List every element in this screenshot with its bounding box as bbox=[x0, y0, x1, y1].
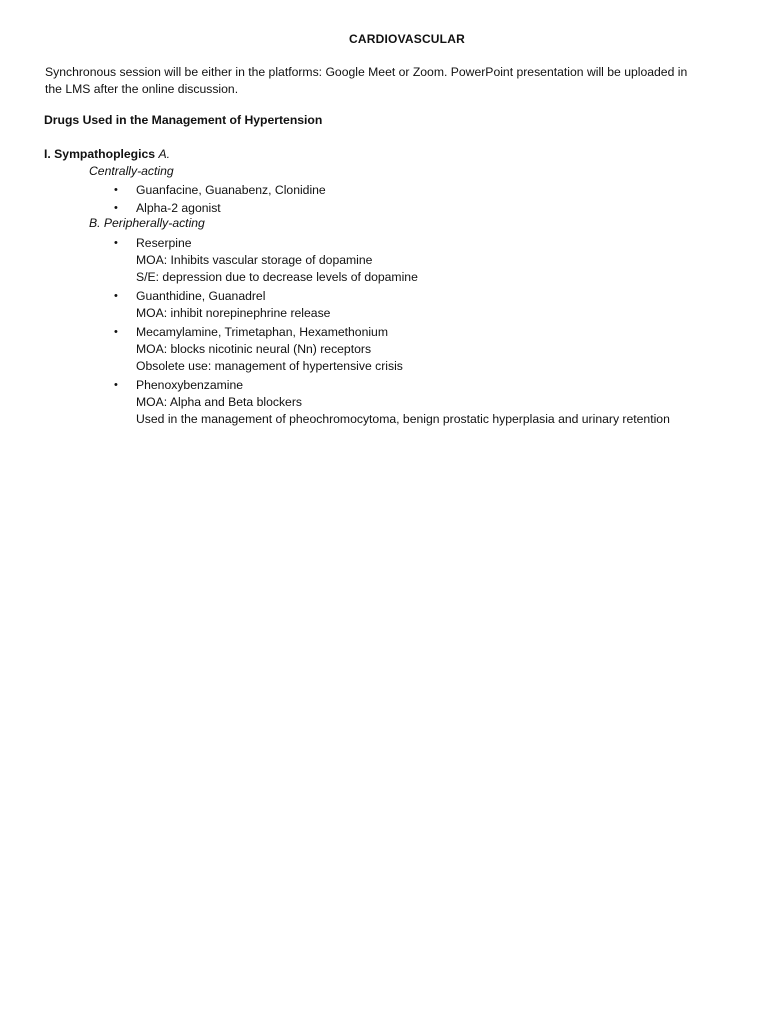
class-heading-letter: A. bbox=[158, 147, 170, 161]
section-heading: Drugs Used in the Management of Hypertension bbox=[44, 113, 323, 127]
subheading-centrally-acting: Centrally-acting bbox=[89, 164, 174, 178]
list-item-detail: MOA: Alpha and Beta blockers bbox=[136, 395, 302, 409]
list-item-text bbox=[136, 235, 734, 286]
bullet-icon: • bbox=[114, 379, 118, 391]
list-item-detail: MOA: blocks nicotinic neural (Nn) receptors bbox=[136, 342, 372, 356]
list-peripherally-acting bbox=[114, 235, 734, 428]
class-heading-title: I. Sympathoplegics bbox=[44, 147, 156, 161]
list-item-detail: S/E: depression due to decrease levels of dopamine bbox=[136, 270, 418, 284]
list-item-text bbox=[136, 182, 734, 199]
subheading-peripherally-acting: B. Peripherally-acting bbox=[89, 216, 205, 230]
intro-paragraph bbox=[45, 64, 725, 98]
list-item-text bbox=[136, 324, 734, 375]
list-item-title: Phenoxybenzamine bbox=[136, 378, 244, 392]
list-item-title: Reserpine bbox=[136, 236, 192, 250]
list-item-detail: MOA: Inhibits vascular storage of dopamine bbox=[136, 253, 373, 267]
list-item bbox=[114, 200, 734, 217]
list-item bbox=[114, 288, 734, 322]
intro-line-2: the LMS after the online discussion. bbox=[45, 82, 239, 96]
list-item bbox=[114, 377, 734, 428]
list-item-title: Mecamylamine, Trimetaphan, Hexamethonium bbox=[136, 325, 388, 339]
list-item-title: Guanthidine, Guanadrel bbox=[136, 289, 266, 303]
list-item bbox=[114, 235, 734, 286]
list-item-detail: Used in the management of pheochromocytoma, benign prostatic hyperplasia and urinary retention bbox=[136, 412, 670, 426]
list-item-detail: MOA: inhibit norepinephrine release bbox=[136, 306, 331, 320]
class-heading bbox=[44, 147, 170, 161]
bullet-icon: • bbox=[114, 290, 118, 302]
list-item-text bbox=[136, 200, 734, 217]
list-item-text bbox=[136, 377, 734, 428]
list-item-detail: Obsolete use: management of hypertensive crisis bbox=[136, 359, 403, 373]
bullet-icon: • bbox=[114, 237, 118, 249]
list-item bbox=[114, 324, 734, 375]
bullet-icon: • bbox=[114, 184, 118, 196]
list-item-title: Guanfacine, Guanabenz, Clonidine bbox=[136, 183, 326, 197]
list-item bbox=[114, 182, 734, 199]
intro-line-1: Synchronous session will be either in the platforms: Google Meet or Zoom. PowerPoint presentation will be uploaded in bbox=[45, 65, 688, 79]
list-item-text bbox=[136, 288, 734, 322]
list-item-title: Alpha-2 agonist bbox=[136, 201, 221, 215]
bullet-icon: • bbox=[114, 326, 118, 338]
bullet-icon: • bbox=[114, 202, 118, 214]
page-title: CARDIOVASCULAR bbox=[349, 32, 465, 46]
list-centrally-acting bbox=[114, 182, 734, 217]
